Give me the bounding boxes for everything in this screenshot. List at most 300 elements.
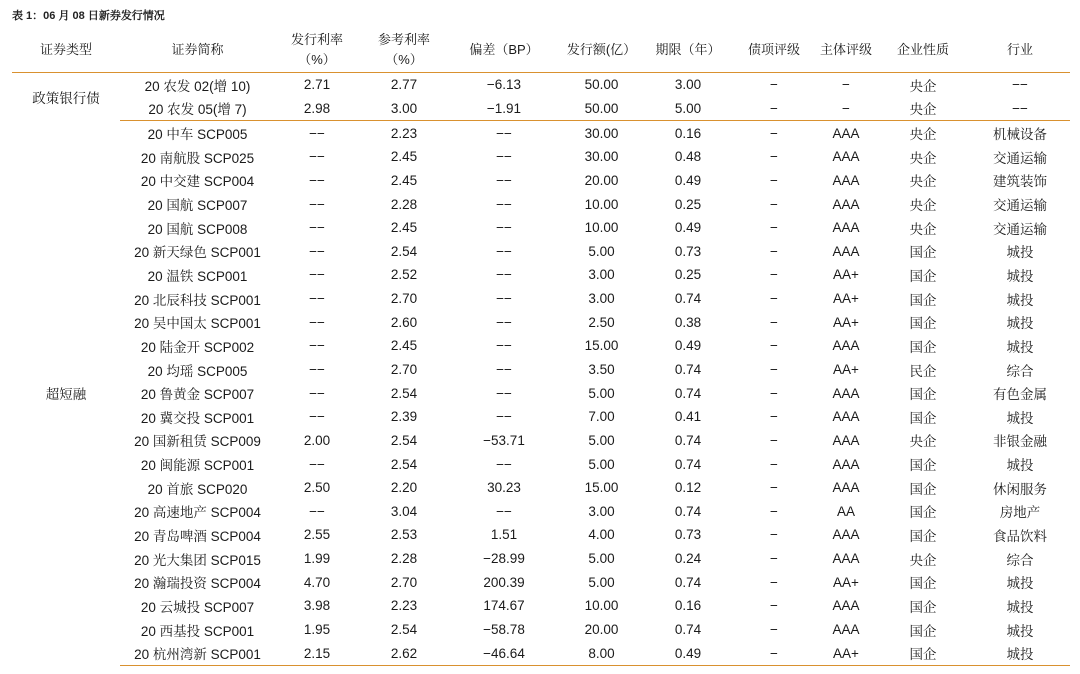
table-cell: 20.00	[584, 172, 619, 188]
table-row	[12, 263, 1070, 287]
table-cell: 0.73	[674, 527, 702, 543]
table-cell: 城投	[1006, 576, 1034, 592]
table-cell: 城投	[1006, 410, 1034, 426]
column-header-label: 债项评级	[747, 41, 800, 57]
table-cell: −−	[496, 456, 512, 472]
table-row	[12, 641, 1070, 665]
table-cell: 城投	[1006, 316, 1034, 332]
table-cell: 2.23	[390, 125, 418, 141]
table-cell: 城投	[1006, 339, 1034, 355]
table-cell: −−	[1012, 77, 1028, 93]
table-cell: −−	[496, 267, 512, 283]
table-cell: 2.45	[390, 149, 418, 165]
table-cell: 央企	[909, 174, 937, 190]
table-cell: 国企	[909, 458, 937, 474]
table-row	[12, 476, 1070, 500]
column-header-unit: （%）	[298, 51, 336, 67]
table-cell: −	[770, 503, 778, 519]
table-cell: 机械设备	[993, 127, 1047, 143]
column-header	[559, 27, 644, 73]
table-cell: 0.48	[674, 149, 702, 165]
table-cell: 2.39	[390, 409, 418, 425]
table-cell: −28.99	[483, 551, 525, 567]
table-cell: 2.70	[390, 291, 418, 307]
table-cell: 7.00	[588, 409, 615, 425]
table-cell: 2.20	[390, 480, 418, 496]
table-cell: −46.64	[449, 641, 559, 665]
table-cell: 3.00	[674, 77, 702, 93]
table-row	[12, 73, 1070, 97]
table-cell: 0.41	[674, 409, 702, 425]
table-cell: 20 鲁黄金 SCP007	[140, 387, 255, 403]
table-cell: 国企	[876, 641, 970, 665]
table-cell: 央企	[909, 78, 937, 94]
table-cell: 国企	[909, 576, 937, 592]
table-cell: AAA	[832, 125, 860, 141]
table-cell: 2.50	[303, 480, 331, 496]
column-header-label: 主体评级	[819, 41, 872, 57]
table-cell: 15.00	[584, 480, 619, 496]
table-cell: 国企	[909, 339, 937, 355]
table-row	[12, 169, 1070, 193]
table-cell: 2.54	[390, 243, 418, 259]
table-cell: −	[770, 598, 778, 614]
table-cell: −	[770, 622, 778, 638]
table-cell: 2.60	[390, 314, 418, 330]
table-cell: −	[816, 97, 876, 121]
column-header	[816, 27, 876, 73]
table-row	[12, 523, 1070, 547]
table-cell: −−	[309, 220, 325, 236]
table-cell: 8.00	[559, 641, 644, 665]
table-cell: −	[732, 97, 816, 121]
table-cell: 0.25	[674, 267, 702, 283]
table-cell: 2.45	[390, 172, 418, 188]
header-row	[12, 27, 1070, 73]
table-cell: 1.95	[303, 622, 331, 638]
table-cell: 0.25	[674, 196, 702, 212]
table-cell: 3.50	[588, 362, 615, 377]
table-cell: 20 青岛啤酒 SCP004	[134, 528, 261, 544]
table-cell: −	[770, 243, 778, 259]
table-cell: −−	[309, 362, 325, 377]
table-cell: 国企	[909, 292, 937, 308]
table-cell: −	[770, 409, 778, 425]
table-cell: 3.98	[303, 598, 331, 614]
table-cell: 央企	[909, 127, 937, 143]
column-header	[275, 27, 359, 73]
table-cell: AAA	[832, 385, 860, 401]
table-cell: 非银金融	[993, 434, 1047, 450]
table-cell: 20 高速地产 SCP004	[134, 505, 261, 521]
table-cell: 20 冀交投 SCP001	[140, 410, 255, 426]
table-cell: 5.00	[588, 574, 615, 590]
table-cell: AAA	[832, 432, 860, 448]
table-cell: AAA	[832, 527, 860, 543]
table-cell: 0.74	[674, 362, 702, 377]
table-cell: 20 陆金开 SCP002	[140, 339, 255, 355]
table-row	[12, 239, 1070, 263]
table-cell: AAA	[832, 456, 860, 472]
table-cell: −	[770, 574, 778, 590]
table-cell: −−	[309, 291, 325, 307]
column-header-label: 证券类型	[39, 41, 92, 57]
table-cell: −−	[309, 456, 325, 472]
table-cell: AAA	[832, 220, 860, 236]
table-cell: 20 国航 SCP007	[147, 198, 248, 214]
table-cell: AA	[836, 503, 855, 519]
table-cell: 20 光大集团 SCP015	[134, 552, 261, 568]
table-cell: −	[770, 362, 778, 377]
table-cell: AA+	[833, 314, 859, 330]
table-cell: −	[770, 125, 778, 141]
table-cell: −	[770, 267, 778, 283]
table-cell: 0.38	[674, 314, 702, 330]
table-cell: AAA	[832, 196, 860, 212]
column-header	[970, 27, 1070, 73]
table-cell: 5.00	[588, 456, 615, 472]
table-cell: 国企	[909, 268, 937, 284]
table-cell: 2.54	[390, 622, 418, 638]
table-cell: 城投	[1006, 292, 1034, 308]
table-cell: 4.70	[303, 574, 331, 590]
table-cell: 央企	[909, 221, 937, 237]
table-cell: 0.49	[674, 338, 702, 354]
table-cell: −−	[309, 409, 325, 425]
table-cell: 10.00	[584, 220, 619, 236]
table-cell: 城投	[970, 641, 1070, 665]
table-cell: AAA	[832, 243, 860, 259]
table-cell: −−	[496, 362, 512, 377]
table-cell: 50.00	[559, 97, 644, 121]
table-cell: −−	[309, 243, 325, 259]
table-cell: −	[732, 641, 816, 665]
table-cell: 2.77	[390, 77, 418, 93]
table-cell: −−	[496, 149, 512, 165]
table-cell: 50.00	[584, 77, 619, 93]
column-header	[732, 27, 816, 73]
table-cell: 国企	[909, 387, 937, 403]
table-row	[12, 547, 1070, 571]
table-cell: 2.50	[588, 314, 615, 330]
table-row	[12, 405, 1070, 429]
security-type-cell: 超短融	[45, 387, 87, 403]
table-cell: −−	[496, 291, 512, 307]
table-cell: 0.74	[674, 456, 702, 472]
column-header-label: 参考利率	[377, 31, 430, 47]
table-cell: 20 中交建 SCP004	[140, 174, 255, 190]
table-cell: 2.54	[390, 385, 418, 401]
table-cell: 2.62	[359, 641, 449, 665]
table-cell: 2.71	[303, 77, 331, 93]
table-cell: 0.16	[674, 598, 702, 614]
table-cell: 20 温铁 SCP001	[147, 268, 248, 284]
table-cell: 174.67	[483, 598, 525, 614]
table-cell: 0.74	[674, 385, 702, 401]
table-cell: 5.00	[588, 551, 615, 567]
table-cell: −	[770, 527, 778, 543]
table-cell: AAA	[832, 338, 860, 354]
table-cell: 2.70	[390, 362, 418, 377]
table-cell: 20 新天绿色 SCP001	[134, 245, 261, 261]
table-cell: −−	[309, 338, 325, 354]
column-header	[876, 27, 970, 73]
table-cell: 综合	[1006, 363, 1034, 379]
table-cell: 2.23	[390, 598, 418, 614]
table-cell: −−	[496, 314, 512, 330]
table-cell: 城投	[1006, 623, 1034, 639]
table-cell: 3.00	[588, 291, 615, 307]
table-row	[12, 452, 1070, 476]
table-cell: −58.78	[483, 622, 525, 638]
table-cell: 20 北辰科技 SCP001	[134, 292, 261, 308]
table-cell: 20 农发 02(增 10)	[144, 78, 251, 94]
table-caption: 表 1：06 月 08 日新券发行情况	[12, 10, 165, 22]
table-cell: 国企	[909, 481, 937, 497]
table-row	[12, 192, 1070, 216]
table-row	[12, 145, 1070, 169]
table-cell: 2.45	[390, 220, 418, 236]
table-cell: 国企	[909, 505, 937, 521]
table-cell: −−	[309, 172, 325, 188]
table-cell: −−	[496, 243, 512, 259]
table-cell: AA+	[833, 574, 859, 590]
table-cell: −−	[309, 385, 325, 401]
column-header-label: 期限（年）	[655, 41, 721, 57]
table-cell: −	[770, 480, 778, 496]
table-cell: 1.51	[490, 527, 518, 543]
table-cell: AAA	[832, 172, 860, 188]
table-cell: 20.00	[584, 622, 619, 638]
bond-issuance-table	[12, 27, 1070, 666]
table-cell: 交通运输	[993, 198, 1047, 214]
table-cell: 民企	[909, 363, 937, 379]
column-header	[644, 27, 732, 73]
table-cell: −−	[496, 409, 512, 425]
table-cell: 城投	[1006, 268, 1034, 284]
table-row	[12, 216, 1070, 240]
table-cell: 2.28	[390, 551, 418, 567]
table-cell: 央企	[909, 198, 937, 214]
table-cell: 2.54	[390, 456, 418, 472]
column-header-label: 企业性质	[896, 41, 949, 57]
table-cell: 房地产	[999, 505, 1041, 521]
table-cell: −−	[496, 385, 512, 401]
table-cell: 20 瀚瑞投资 SCP004	[134, 576, 261, 592]
table-cell: 国企	[909, 599, 937, 615]
table-cell: 10.00	[584, 196, 619, 212]
table-cell: 15.00	[584, 338, 619, 354]
column-header	[12, 27, 120, 73]
column-header-label: 发行利率	[290, 31, 343, 47]
table-cell: 200.39	[483, 574, 525, 590]
table-cell: 2.70	[390, 574, 418, 590]
table-cell: 0.49	[674, 220, 702, 236]
table-cell: 0.24	[674, 551, 702, 567]
table-cell: −	[770, 220, 778, 236]
table-cell: −	[770, 291, 778, 307]
table-cell: −−	[309, 314, 325, 330]
table-cell: AA+	[833, 291, 859, 307]
table-cell: 城投	[1006, 599, 1034, 615]
column-header	[359, 27, 449, 73]
table-cell: 2.98	[275, 97, 359, 121]
table-cell: 交通运输	[993, 221, 1047, 237]
table-cell: 20 杭州湾新 SCP001	[120, 641, 275, 665]
column-header-label: 偏差（BP）	[469, 41, 539, 57]
table-cell: 0.74	[674, 291, 702, 307]
table-row	[12, 618, 1070, 642]
table-cell: 30.23	[487, 480, 521, 496]
table-row	[12, 429, 1070, 453]
table-cell: 20 闽能源 SCP001	[140, 458, 255, 474]
table-cell: AA+	[816, 641, 876, 665]
table-row	[12, 310, 1070, 334]
table-cell: −−	[970, 97, 1070, 121]
table-cell: AAA	[832, 622, 860, 638]
table-cell: −−	[309, 267, 325, 283]
table-cell: 4.00	[588, 527, 615, 543]
table-row	[12, 334, 1070, 358]
table-cell: 20 首旅 SCP020	[147, 481, 248, 497]
table-row	[12, 570, 1070, 594]
table-cell: 0.12	[674, 480, 702, 496]
table-cell: −1.91	[449, 97, 559, 121]
column-header-label: 证券简称	[171, 41, 224, 57]
security-type-cell: 政策银行债	[32, 90, 100, 106]
table-row	[12, 287, 1070, 311]
table-cell: 5.00	[588, 243, 615, 259]
table-cell: −	[770, 338, 778, 354]
table-cell: 0.49	[674, 172, 702, 188]
table-cell: 0.49	[644, 641, 732, 665]
table-cell: 20 西基投 SCP001	[140, 623, 255, 639]
table-cell: AA+	[833, 362, 859, 377]
table-cell: 20 国航 SCP008	[147, 221, 248, 237]
table-cell: −6.13	[486, 77, 522, 93]
table-cell: 交通运输	[993, 150, 1047, 166]
table-cell: AAA	[832, 551, 860, 567]
table-row	[12, 97, 1070, 121]
table-cell: 3.00	[588, 503, 615, 519]
table-cell: 央企	[909, 552, 937, 568]
table-cell: −−	[496, 172, 512, 188]
table-cell: 央企	[909, 434, 937, 450]
table-cell: 30.00	[584, 149, 619, 165]
table-cell: −−	[496, 503, 512, 519]
column-header-label: 发行额(亿）	[566, 41, 637, 57]
table-cell: 0.16	[674, 125, 702, 141]
table-cell: 综合	[1006, 552, 1034, 568]
table-cell: 0.74	[674, 574, 702, 590]
table-cell: 国企	[909, 623, 937, 639]
table-cell: 央企	[876, 97, 970, 121]
table-row	[12, 594, 1070, 618]
table-cell: 10.00	[584, 598, 619, 614]
column-header-label: 行业	[1006, 41, 1033, 57]
table-cell: −53.71	[483, 432, 525, 448]
table-cell: 3.00	[588, 267, 615, 283]
table-cell: 食品饮料	[993, 528, 1047, 544]
table-cell: −−	[496, 196, 512, 212]
table-row	[12, 121, 1070, 145]
table-cell: 30.00	[584, 125, 619, 141]
table-cell: 20 均瑶 SCP005	[147, 363, 248, 379]
table-cell: −−	[309, 196, 325, 212]
table-cell: 2.54	[390, 432, 418, 448]
table-cell: −	[770, 172, 778, 188]
table-row	[12, 381, 1070, 405]
table-cell: 20 南航股 SCP025	[140, 150, 255, 166]
table-cell: 有色金属	[993, 387, 1047, 403]
table-cell: −−	[309, 125, 325, 141]
column-header-unit: （%）	[385, 51, 423, 67]
table-cell: 20 中车 SCP005	[147, 127, 248, 143]
table-cell: 0.74	[674, 432, 702, 448]
table-cell: 20 吴中国太 SCP001	[134, 316, 261, 332]
table-cell: 国企	[909, 410, 937, 426]
table-cell: 2.15	[275, 641, 359, 665]
table-cell: 国企	[909, 245, 937, 261]
table-cell: 20 云城投 SCP007	[140, 599, 255, 615]
table-cell: 建筑装饰	[993, 174, 1047, 190]
table-cell: −−	[496, 220, 512, 236]
table-cell: 2.28	[390, 196, 418, 212]
table-row	[12, 358, 1070, 382]
table-cell: −	[770, 196, 778, 212]
table-cell: AAA	[832, 480, 860, 496]
table-cell: −−	[309, 503, 325, 519]
table-cell: AAA	[832, 409, 860, 425]
table-cell: 央企	[909, 150, 937, 166]
table-cell: −−	[309, 149, 325, 165]
table-cell: AAA	[832, 598, 860, 614]
table-cell: 0.73	[674, 243, 702, 259]
table-cell: 国企	[909, 316, 937, 332]
table-cell: 2.45	[390, 338, 418, 354]
table-cell: 休闲服务	[993, 481, 1047, 497]
table-cell: 2.52	[390, 267, 418, 283]
column-header	[120, 27, 275, 73]
table-cell: 5.00	[588, 432, 615, 448]
table-cell: −−	[496, 338, 512, 354]
table-cell: −−	[496, 125, 512, 141]
table-cell: 1.99	[303, 551, 331, 567]
table-cell: −	[770, 149, 778, 165]
table-cell: 2.00	[303, 432, 331, 448]
table-cell: −	[842, 77, 850, 93]
table-cell: 3.04	[390, 503, 418, 519]
table-cell: −	[770, 432, 778, 448]
table-cell: 国企	[909, 528, 937, 544]
table-cell: 城投	[1006, 458, 1034, 474]
table-cell: 城投	[1006, 245, 1034, 261]
table-cell: 0.74	[674, 503, 702, 519]
table-cell: 2.55	[303, 527, 331, 543]
table-cell: 20 国新租赁 SCP009	[134, 434, 261, 450]
table-cell: 5.00	[644, 97, 732, 121]
table-cell: −	[770, 551, 778, 567]
table-cell: 3.00	[359, 97, 449, 121]
table-cell: 0.74	[674, 622, 702, 638]
table-cell: 20 农发 05(增 7)	[120, 97, 275, 121]
table-cell: −	[770, 385, 778, 401]
table-cell: −	[770, 77, 778, 93]
table-cell: −	[770, 456, 778, 472]
column-header	[449, 27, 559, 73]
table-cell: AAA	[832, 149, 860, 165]
table-cell: 2.53	[390, 527, 418, 543]
